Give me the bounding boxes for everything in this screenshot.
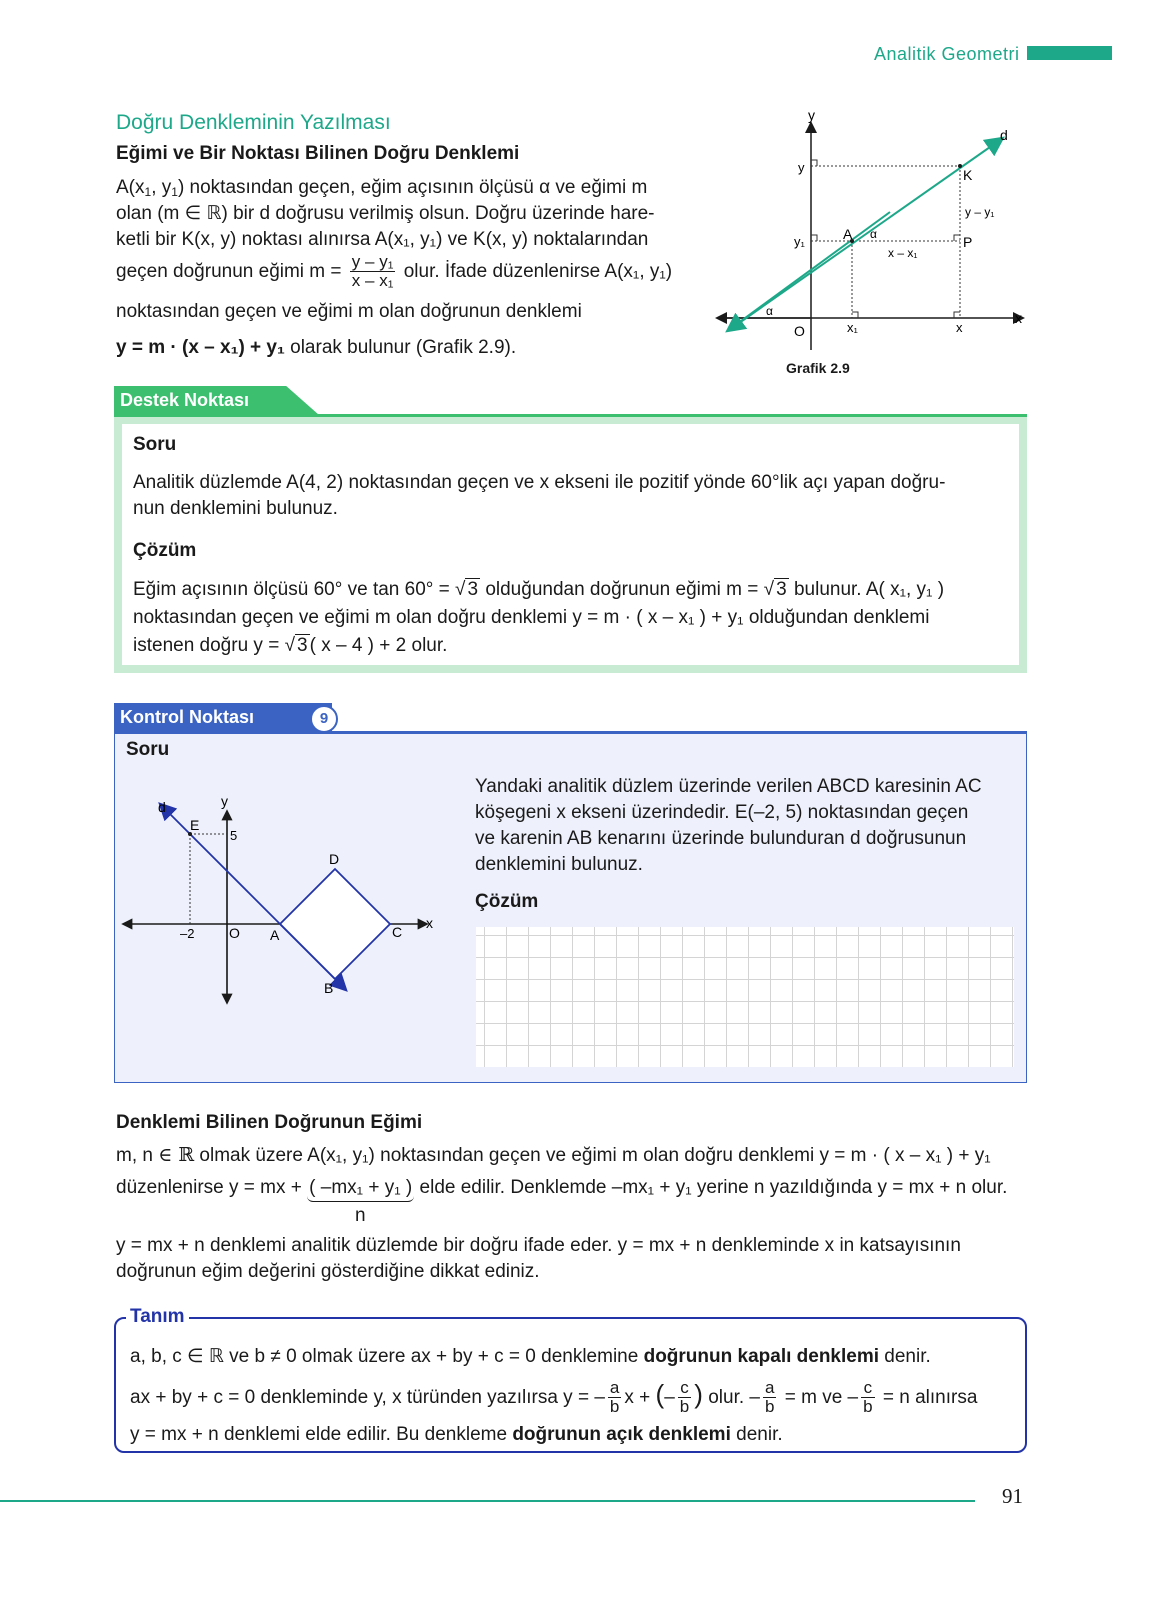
svg-text:E: E	[190, 817, 200, 833]
header-bar	[1027, 46, 1112, 60]
a-label: A	[843, 226, 853, 242]
y-axis-label: y	[808, 107, 815, 123]
section-line-4: geçen doğrunun eğimi m = $\frac{\text{y – y₁}}{\text{x – x₁}}$ olur. İfade düzenlenirse A(x₁, y₁)	[116, 252, 673, 291]
tanim-line-2: ax + by + c = 0 denkleminde y, x türünden yazılırsa y = – $\frac{a}{b}$ x + (– $\frac{c}{b}$ ) olur. – $\frac{a}{b}$ = m ve – $\frac{c}{b}$ = n alınırsa	[130, 1378, 978, 1417]
kontrol-q-line-1: Yandaki analitik düzlem üzerinde verilen ABCD karesinin AC	[475, 776, 982, 797]
footer-line	[0, 1500, 975, 1502]
kontrol-q-line-3: ve karenin AB kenarını üzerinde bulunduran d doğrusunun	[475, 828, 967, 849]
alpha-a-label: α	[870, 227, 877, 241]
kontrol-q-line-4: denklemini bulunuz.	[475, 854, 643, 875]
section-line-3: ketli bir K(x, y) noktası alınırsa A(x₁, y₁) ve K(x, y) noktalarından	[116, 229, 649, 250]
svg-text:y: y	[221, 793, 228, 809]
section-line-1: $A(x_1$, $y_1$) noktasından geçen, eğim açısının ölçüsü α ve eğimi m	[116, 177, 648, 199]
section-subtitle: Eğimi ve Bir Noktası Bilinen Doğru Denklemi	[116, 143, 520, 164]
kontrol-figure	[120, 780, 450, 1020]
d-label: d	[1000, 127, 1008, 143]
svg-text:A: A	[270, 927, 280, 943]
graph-caption-html: Grafik 2.9	[786, 360, 850, 376]
page-number: 91	[1002, 1484, 1023, 1508]
section-title: Doğru Denkleminin Yazılması	[116, 111, 391, 134]
tanim-line-3: y = mx + n denklemi elde edilir. Bu denkleme doğrunun açık denklemi denir.	[130, 1424, 783, 1445]
destek-cozum-title: Çözüm	[133, 540, 197, 561]
x-axis-label: x	[1015, 310, 1022, 326]
k-label: K	[963, 167, 973, 183]
destek-cozum-line-2: noktasından geçen ve eğimi m olan doğru denklemi y = m · ( x – x₁ ) + y₁ olduğundan denklemi	[133, 607, 930, 628]
y1-tick-label: y₁	[794, 234, 805, 249]
slope-line-3: y = mx + n denklemi analitik düzlemde bir doğru ifade eder. y = mx + n denkleminde x in katsayısının	[116, 1235, 961, 1256]
tanim-tag: Tanım	[126, 1306, 189, 1328]
slope-line-2: düzenlenirse y = mx + ( –mx₁ + y₁ ) elde edilir. Denklemde –mx₁ + y₁ yerine n yazıldığında y = mx + n olur.	[116, 1174, 1007, 1202]
slope-line-4: doğrunun eğim değerini gösterdiğine dikkat ediniz.	[116, 1261, 540, 1282]
kontrol-soru-title: Soru	[126, 739, 170, 760]
slope-title: Denklemi Bilinen Doğrunun Eğimi	[116, 1112, 423, 1133]
destek-soru-line-2: nun denklemini bulunuz.	[133, 498, 338, 519]
svg-text:B: B	[324, 980, 334, 996]
graph-2-9	[710, 104, 1040, 364]
svg-text:C: C	[392, 924, 403, 940]
x-tick-label: x	[956, 320, 963, 335]
alpha-o-label: α	[766, 304, 773, 318]
svg-text:O: O	[229, 925, 240, 941]
p-label: P	[963, 234, 973, 250]
section-line-5: noktasından geçen ve eğimi m olan doğrunun denklemi	[116, 301, 582, 322]
section-line-2: olan (m ∈ ℝ) bir d doğrusu verilmiş olsun. Doğru üzerinde hare-	[116, 203, 655, 224]
underbrace-term: ( –mx₁ + y₁ )	[307, 1174, 414, 1202]
chapter-header: Analitik Geometri	[874, 44, 1020, 64]
dy-label: y – y₁	[965, 205, 995, 219]
y-tick-label: y	[798, 160, 805, 175]
kontrol-tag-label: Kontrol Noktası	[120, 707, 255, 727]
kontrol-number-badge: 9	[310, 705, 338, 733]
section-line-6: y = m · (x – x₁) + y₁ olarak bulunur (Grafik 2.9).	[116, 337, 517, 358]
destek-cozum-line-3: istenen doğru y = √ 3 ( x – 4 ) + 2 olur.	[133, 635, 448, 656]
slope-fraction: $\frac{\text{y – y₁}}{\text{x – x₁}}$	[351, 252, 394, 291]
destek-soru-title: Soru	[133, 434, 177, 455]
origin-label: O	[794, 323, 805, 339]
svg-text:x: x	[426, 915, 433, 931]
kontrol-q-line-2: köşegeni x ekseni üzerindedir. E(–2, 5) noktasından geçen	[475, 802, 969, 823]
square-abcd	[280, 869, 390, 979]
destek-tag-label: Destek Noktası	[120, 390, 250, 410]
svg-text:d: d	[158, 799, 166, 815]
destek-soru-line-1: Analitik düzlemde A(4, 2) noktasından geçen ve x ekseni ile pozitif yönde 60°lik açı yapan doğru-	[133, 472, 946, 493]
slope-line-1: m, n ∈ ℝ olmak üzere A(x₁, y₁) noktasından geçen ve eğimi m olan doğru denklemi y = m · ( x – x₁ ) + y₁	[116, 1144, 991, 1166]
svg-text:D: D	[329, 851, 340, 867]
kontrol-cozum-title: Çözüm	[475, 891, 539, 912]
answer-grid[interactable]	[476, 927, 1014, 1067]
dx-label: x – x₁	[888, 246, 918, 260]
destek-cozum-line-1: Eğim açısının ölçüsü 60° ve tan 60° = √ 3 olduğundan doğrunun eğimi m = √ 3 bulunur. A( x₁, y₁ )	[133, 579, 945, 600]
x1-tick-label: x₁	[847, 320, 858, 335]
svg-text:–2: –2	[180, 926, 195, 941]
line-d	[162, 806, 280, 924]
underbrace-label: n	[355, 1205, 366, 1226]
svg-text:5: 5	[230, 828, 238, 843]
tanim-line-1: a, b, c ∈ ℝ ve b ≠ 0 olmak üzere ax + by + c = 0 denklemine doğrunun kapalı denklemi denir.	[130, 1346, 931, 1367]
